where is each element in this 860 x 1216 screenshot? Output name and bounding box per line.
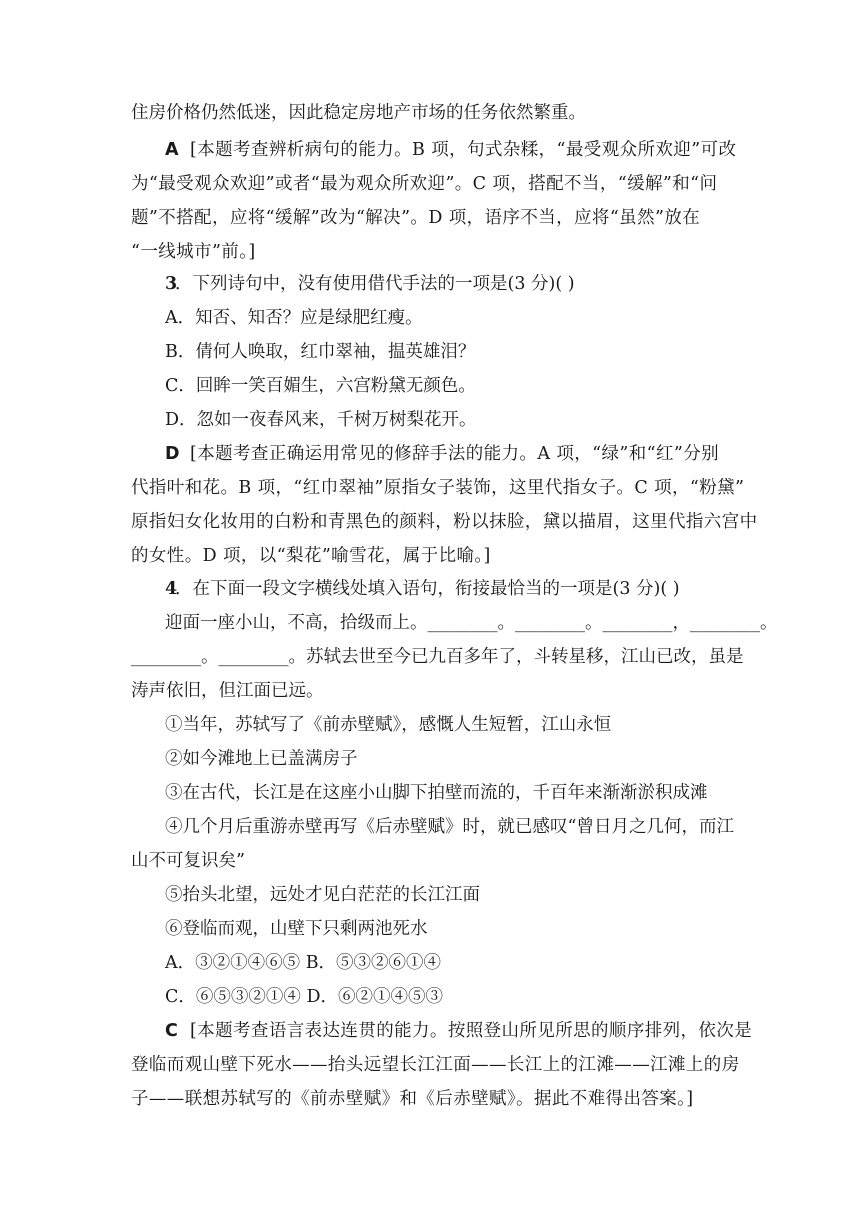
sentence-text: ⑤抬头北望，远处才见白茫茫的长江江面	[165, 885, 480, 905]
sentence-text: ④几个月后重游赤壁再写《后赤壁赋》时，就已感叹“曾日月之几何，而江	[165, 817, 734, 837]
explanation-text: 代指叶和花。B 项，“红巾翠袖”原指女子装饰，这里代指女子。C 项，“粉黛”	[131, 478, 745, 498]
sentence-text: ③在古代，长江是在这座小山脚下拍壁而流的，千百年来渐渐淤积成滩	[165, 783, 708, 803]
explanation-text: “一线城市”前。]	[131, 242, 256, 262]
explanation-text: 登临而观山壁下死水——抬头远望长江江面——长江上的江滩——江滩上的房	[131, 1055, 740, 1075]
sentence-text: ②如今滩地上已盖满房子	[165, 749, 358, 769]
question-number: 3	[165, 274, 178, 294]
explanation-text: 的女性。D 项，以“梨花”喻雪花，属于比喻。]	[131, 546, 491, 566]
passage-text: ________。________。苏轼去世至今已九百多年了，斗转星移，江山已改，虽是	[131, 647, 744, 667]
explanation-text: 为“最受观众欢迎”或者“最为观众所欢迎”。C 项，搭配不当，“缓解”和“问	[131, 174, 718, 194]
option-text: B．倩何人唤取，红巾翠袖，揾英雄泪？	[165, 342, 476, 362]
explanation-text: [本题考查辨析病句的能力。B 项，句式杂糅，“最受观众所欢迎”可改	[190, 140, 737, 160]
explanation-text: [本题考查正确运用常见的修辞手法的能力。A 项，“绿”和“红”分别	[190, 444, 720, 464]
explanation-text: 题”不搭配，应将“缓解”改为“解决”。D 项，语序不当，应将“虽然”放在	[131, 208, 701, 228]
question-number: 4	[165, 579, 178, 599]
paragraph-text: 住房价格仍然低迷，因此稳定房地产市场的任务依然繁重。	[131, 103, 586, 123]
option-text: A．③②①④⑥⑤ B．⑤③②⑥①④	[165, 953, 442, 973]
option-text: C．回眸一笑百媚生，六宫粉黛无颜色。	[165, 376, 476, 396]
explanation-text: 子——联想苏轼写的《前赤壁赋》和《后赤壁赋》。据此不难得出答案。]	[131, 1089, 694, 1109]
explanation-text: 原指妇女化妆用的白粉和青黑色的颜料，粉以抹脸，黛以描眉，这里代指六宫中	[131, 512, 758, 532]
sentence-text: 山不可复识矣”	[131, 851, 245, 871]
option-text: D．忽如一夜春风来，千树万树梨花开。	[165, 410, 477, 430]
option-text: A．知否、知否？应是绿肥红瘦。	[165, 308, 423, 328]
answer-letter: C	[165, 1021, 179, 1041]
question-text: ．下列诗句中，没有使用借代手法的一项是(3 分)( )	[175, 274, 575, 294]
option-text: C．⑥⑤③②①④ D．⑥②①④⑤③	[165, 987, 443, 1007]
passage-text: 迎面一座小山，不高，拾级而上。________。________。________，________。	[165, 613, 778, 633]
answer-letter: D	[165, 444, 180, 464]
sentence-text: ①当年，苏轼写了《前赤壁赋》，感慨人生短暂，江山永恒	[165, 715, 612, 735]
answer-letter: A	[165, 140, 179, 160]
question-text: ．在下面一段文字横线处填入语句，衔接最恰当的一项是(3 分)( )	[175, 579, 680, 599]
passage-text: 涛声依旧，但江面已远。	[131, 681, 324, 701]
sentence-text: ⑥登临而观，山壁下只剩两池死水	[165, 919, 428, 939]
explanation-text: [本题考查语言表达连贯的能力。按照登山所见所思的顺序排列，依次是	[190, 1021, 753, 1041]
